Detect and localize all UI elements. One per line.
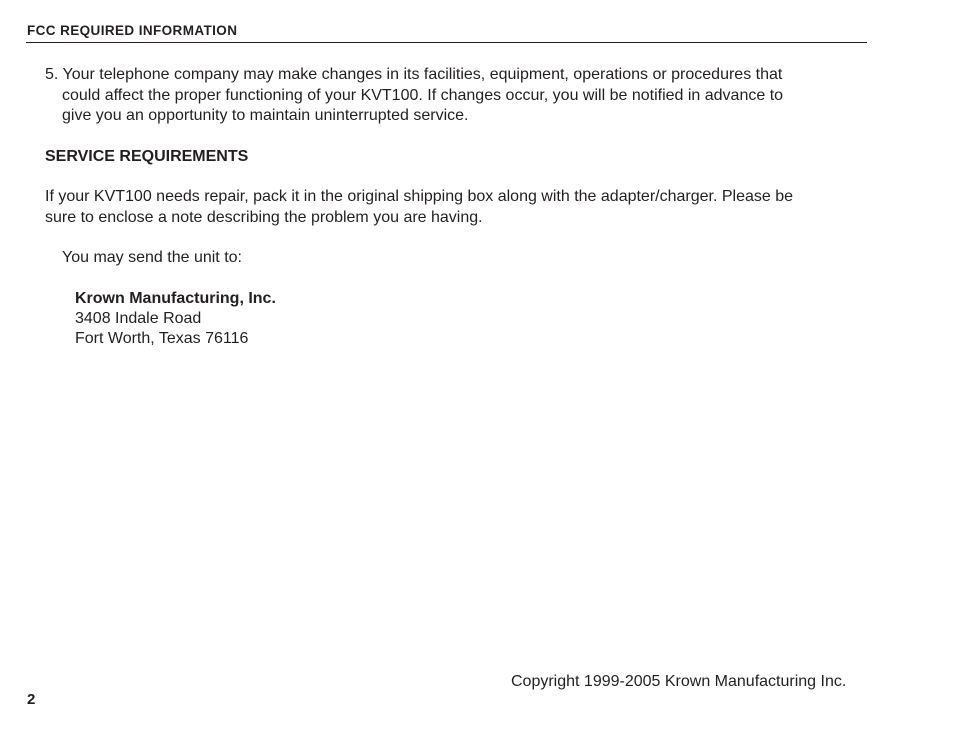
address-city: Fort Worth, Texas 76116 [75,330,249,347]
address-company: Krown Manufacturing, Inc. [75,290,276,307]
item5-line3: give you an opportunity to maintain uninterrupted service. [62,107,469,124]
service-requirements-heading: SERVICE REQUIREMENTS [45,148,249,165]
item5-line2: could affect the proper functioning of your KVT100. If changes occur, you will be notified in advance to [62,87,784,104]
header-divider [26,42,867,43]
service-paragraph-line1: If your KVT100 needs repair, pack it in the original shipping box along with the adapter/charger. Please be [45,188,794,205]
item5-line1: 5. Your telephone company may make changes in its facilities, equipment, operations or procedures that [45,66,783,83]
send-unit-instruction: You may send the unit to: [62,249,242,266]
address-street: 3408 Indale Road [75,310,202,327]
service-paragraph-line2: sure to enclose a note describing the problem you are having. [45,209,483,226]
page-number: 2 [27,691,36,708]
page-header-title: FCC REQUIRED INFORMATION [27,23,238,38]
copyright-notice: Copyright 1999-2005 Krown Manufacturing Inc. [511,673,847,690]
